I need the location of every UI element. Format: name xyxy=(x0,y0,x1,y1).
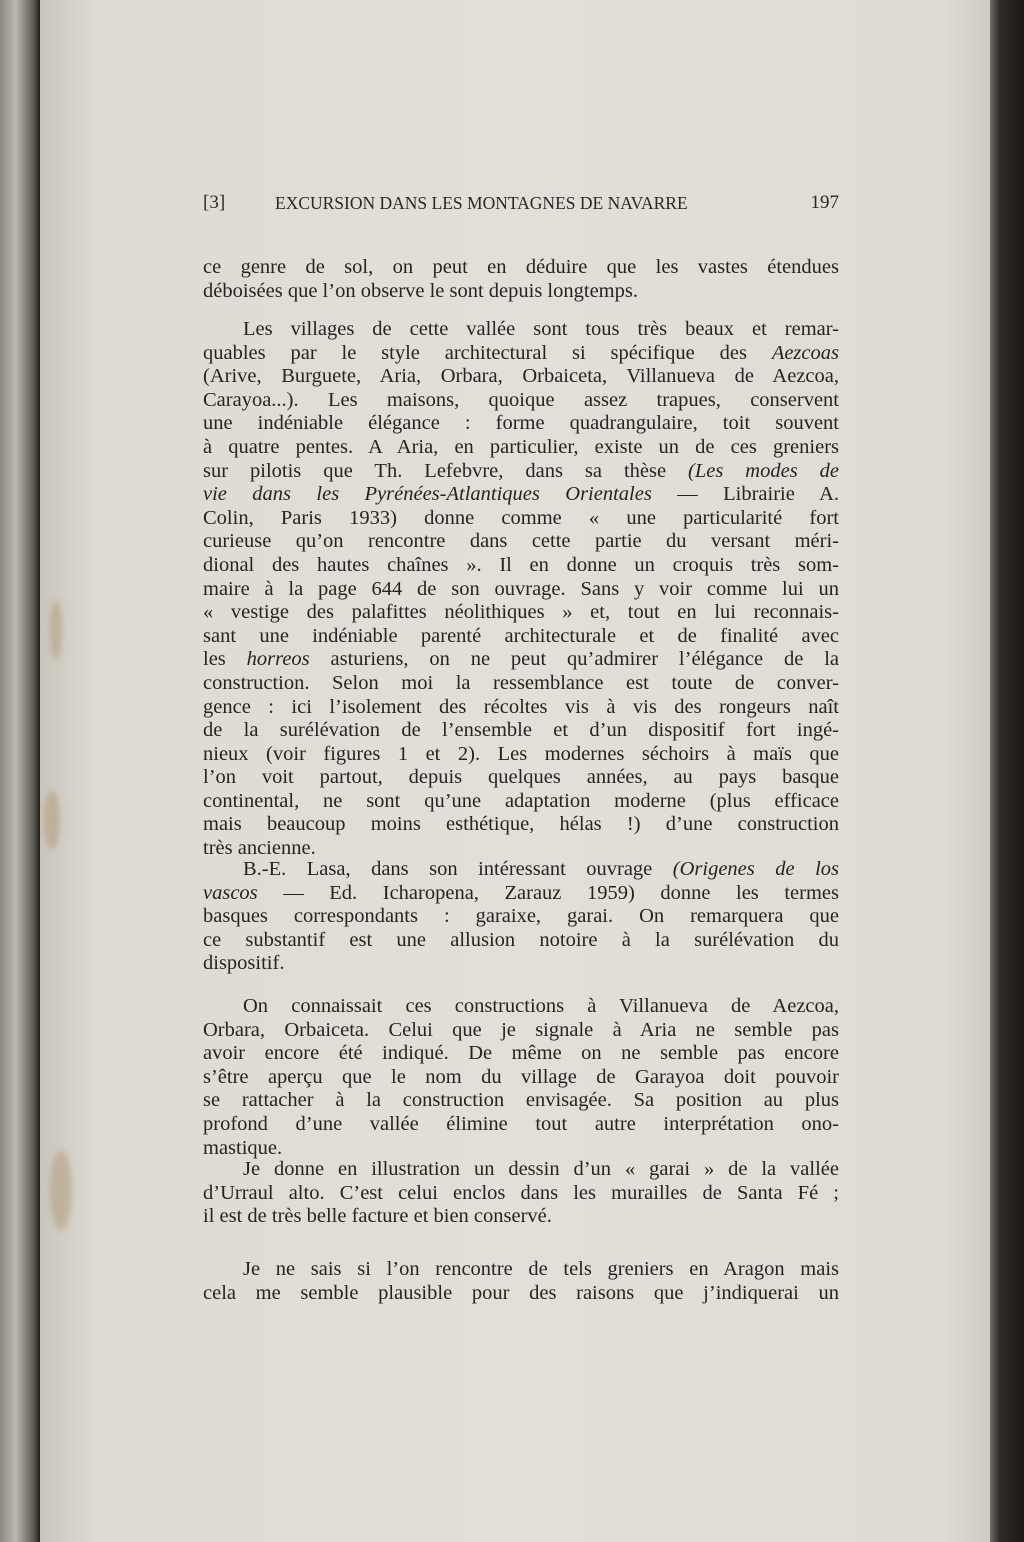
text-segment: Colin, Paris 1933) donne comme « une particularité fort xyxy=(203,506,839,529)
text-segment: mastique. xyxy=(203,1136,283,1159)
paragraph-4 xyxy=(203,995,839,1160)
running-title: EXCURSION DANS LES MONTAGNES DE NAVARRE xyxy=(275,193,688,213)
text-line xyxy=(203,952,839,976)
page-edge-shadow xyxy=(990,0,1024,1542)
text-line xyxy=(203,1282,839,1306)
text-line xyxy=(203,578,839,602)
section-number: [3] xyxy=(203,192,226,213)
running-header xyxy=(203,192,839,222)
paragraph-1 xyxy=(203,256,839,303)
text-line xyxy=(203,554,839,578)
text-line xyxy=(203,719,839,743)
text-line xyxy=(203,436,839,460)
text-line xyxy=(203,766,839,790)
text-line xyxy=(203,790,839,814)
text-line xyxy=(203,507,839,531)
text-line xyxy=(203,1205,839,1229)
italic-text: vie dans les Pyrénées-Atlantiques Orientales xyxy=(203,483,652,506)
text-segment: gence : ici l’isolement des récoltes vis à vis des rongeurs naît xyxy=(203,695,839,718)
text-segment: curieuse qu’on rencontre dans cette partie du versant méri- xyxy=(203,530,839,553)
text-segment: — Ed. Icharopena, Zarauz 1959) donne les termes xyxy=(257,881,839,904)
text-segment: de la surélévation de l’ensemble et d’un dispositif fort ingé- xyxy=(203,719,839,742)
text-line xyxy=(203,1042,839,1066)
text-segment: ce substantif est une allusion notoire à la surélévation du xyxy=(203,928,839,951)
text-segment: mais beaucoup moins esthétique, hélas !) d’une construction xyxy=(203,813,839,836)
text-segment: Carayoa...). Les maisons, quoique assez trapues, conservent xyxy=(203,388,839,411)
text-segment: dional des hautes chaînes ». Il en donne un croquis très som- xyxy=(203,553,839,576)
text-segment: maire à la page 644 de son ouvrage. Sans y voir comme lui un xyxy=(203,577,839,600)
text-line xyxy=(203,1019,839,1043)
text-line xyxy=(203,342,839,366)
text-line xyxy=(203,696,839,720)
page-number: 197 xyxy=(810,192,839,213)
text-segment: l’on voit partout, depuis quelques années, au pays basque xyxy=(203,766,839,789)
text-line xyxy=(203,905,839,929)
italic-text: horreos xyxy=(246,648,310,671)
text-segment: à quatre pentes. A Aria, en particulier, existe un de ces greniers xyxy=(203,435,839,458)
text-segment: « vestige des palafittes néolithiques » et, tout en lui reconnais- xyxy=(203,601,839,624)
text-segment: quables par le style architectural si spécifique des xyxy=(203,341,772,364)
text-line xyxy=(203,1066,839,1090)
text-line xyxy=(203,389,839,413)
text-line xyxy=(203,1089,839,1113)
text-line xyxy=(203,882,839,906)
text-segment: il est de très belle facture et bien conservé. xyxy=(203,1205,552,1228)
paragraph-6 xyxy=(203,1258,839,1305)
italic-text: (Les modes de xyxy=(688,459,839,482)
text-segment: basques correspondants : garaixe, garai. On remarquera que xyxy=(203,905,839,928)
page-stain xyxy=(50,600,62,660)
text-segment: sant une indéniable parenté architecturale et de finalité avec xyxy=(203,624,839,647)
text-line xyxy=(203,743,839,767)
text-line xyxy=(203,483,839,507)
paragraph-5 xyxy=(203,1158,839,1229)
text-line xyxy=(203,648,839,672)
text-line xyxy=(203,929,839,953)
text-segment: cela me semble plausible pour des raisons que j’indiquerai un xyxy=(203,1281,839,1304)
text-segment: B.-E. Lasa, dans son intéressant ouvrage xyxy=(243,858,673,880)
text-segment: ce genre de sol, on peut en déduire que les vastes étendues xyxy=(203,256,839,278)
text-line xyxy=(203,858,839,882)
text-segment: déboisées que l’on observe le sont depuis longtemps. xyxy=(203,279,638,302)
text-line xyxy=(203,530,839,554)
text-segment: construction. Selon moi la ressemblance est toute de conver- xyxy=(203,671,839,694)
text-line xyxy=(203,256,839,280)
italic-text: vascos xyxy=(203,881,258,904)
text-line xyxy=(203,318,839,342)
text-segment: asturiens, on ne peut qu’admirer l’élégance de la xyxy=(309,648,839,671)
italic-text: Aezcoas xyxy=(771,341,839,364)
text-line xyxy=(203,672,839,696)
text-line xyxy=(203,1113,839,1137)
text-segment: continental, ne sont qu’une adaptation moderne (plus efficace xyxy=(203,789,839,812)
text-segment: Orbara, Orbaiceta. Celui que je signale à Aria ne semble pas xyxy=(203,1018,839,1041)
text-line xyxy=(203,1158,839,1182)
text-segment: très ancienne. xyxy=(203,837,316,860)
text-segment: se rattacher à la construction envisagée. Sa position au plus xyxy=(203,1089,839,1112)
text-segment: les xyxy=(203,648,247,671)
text-segment: avoir encore été indiqué. De même on ne semble pas encore xyxy=(203,1042,839,1065)
text-line xyxy=(203,813,839,837)
text-line xyxy=(203,995,839,1019)
text-segment: — Librairie A. xyxy=(651,483,839,506)
text-segment: nieux (voir figures 1 et 2). Les modernes séchoirs à maïs que xyxy=(203,742,839,765)
text-line xyxy=(203,412,839,436)
page-stain xyxy=(50,1150,72,1230)
text-line xyxy=(203,1258,839,1282)
text-segment: (Arive, Burguete, Aria, Orbara, Orbaiceta, Villanueva de Aezcoa, xyxy=(203,365,839,388)
text-segment: dispositif. xyxy=(203,952,285,975)
text-segment: Je donne en illustration un dessin d’un « garai » de la vallée xyxy=(243,1158,839,1180)
text-segment: d’Urraul alto. C’est celui enclos dans les murailles de Santa Fé ; xyxy=(203,1181,839,1204)
italic-text: (Origenes de los xyxy=(672,858,839,880)
previous-page-edge xyxy=(0,0,40,1542)
text-segment: une indéniable élégance : forme quadrangulaire, toit souvent xyxy=(203,412,839,435)
text-segment: s’être aperçu que le nom du village de Garayoa doit pouvoir xyxy=(203,1065,839,1088)
text-segment: On connaissait ces constructions à Villanueva de Aezcoa, xyxy=(243,995,839,1017)
text-segment: Je ne sais si l’on rencontre de tels greniers en Aragon mais xyxy=(243,1258,839,1280)
paragraph-3 xyxy=(203,858,839,976)
text-line xyxy=(203,460,839,484)
text-line xyxy=(203,365,839,389)
text-line xyxy=(203,280,839,304)
text-line xyxy=(203,625,839,649)
text-line xyxy=(203,601,839,625)
text-line xyxy=(203,1137,839,1161)
text-segment: sur pilotis que Th. Lefebvre, dans sa thèse xyxy=(203,459,689,482)
text-segment: Les villages de cette vallée sont tous très beaux et remar- xyxy=(243,318,839,340)
page-stain xyxy=(44,790,60,850)
paragraph-2 xyxy=(203,318,839,861)
text-segment: profond d’une vallée élimine tout autre interprétation ono- xyxy=(203,1112,839,1135)
text-line xyxy=(203,1182,839,1206)
